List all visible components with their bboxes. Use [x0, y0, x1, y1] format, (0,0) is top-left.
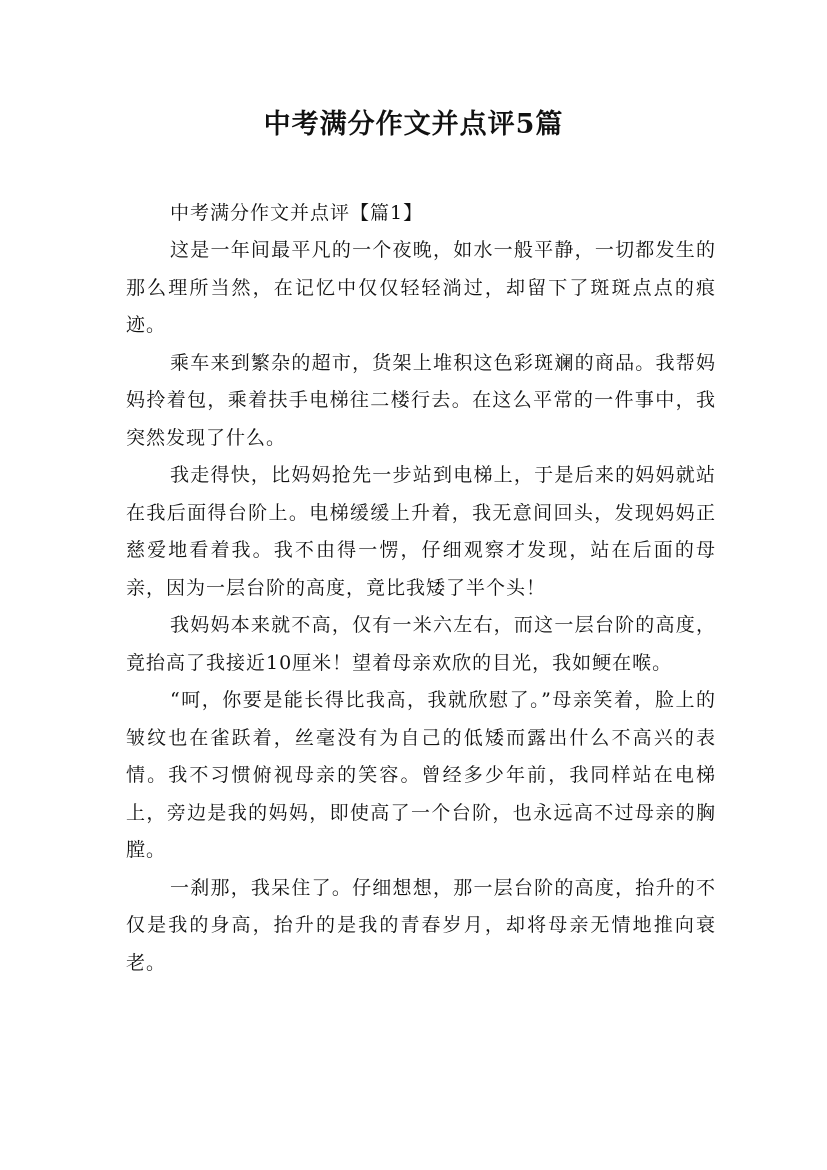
paragraph-2: 乘车来到繁杂的超市，货架上堆积这色彩斑斓的商品。我帮妈妈拎着包，乘着扶手电梯往二楼行去。在这么平常的一件事中，我突然发现了什么。 — [126, 351, 716, 449]
paragraph-3: 我走得快，比妈妈抢先一步站到电梯上，于是后来的妈妈就站在我后面得台阶上。电梯缓缓上升着，我无意间回头，发现妈妈正慈爱地看着我。我不由得一愣，仔细观察才发现，站在后面的母亲，因为一层台阶的高度，竟比我矮了半个头！ — [126, 464, 716, 599]
paragraph-5: “呵，你要是能长得比我高，我就欣慰了。”母亲笑着，脸上的皱纹也在雀跃着，丝毫没有为自己的低矮而露出什么不高兴的表情。我不习惯俯视母亲的笑容。曾经多少年前，我同样站在电梯上，旁边是我的妈妈，即使高了一个台阶，也永远高不过母亲的胸膛。 — [126, 689, 716, 861]
paragraph-6: 一刹那，我呆住了。仔细想想，那一层台阶的高度，抬升的不仅是我的身高，抬升的是我的青春岁月，却将母亲无情地推向衰老。 — [126, 876, 716, 974]
document-body — [126, 195, 716, 982]
document-title: 中考满分作文并点评5篇 — [263, 109, 564, 140]
paragraph-4: 我妈妈本来就不高，仅有一米六左右，而这一层台阶的高度，竟抬高了我接近10厘米！望着母亲欢欣的目光，我如鲠在喉。 — [126, 614, 716, 674]
paragraph-1: 这是一年间最平凡的一个夜晚，如水一般平静，一切都发生的那么理所当然，在记忆中仅仅轻轻淌过，却留下了斑斑点点的痕迹。 — [126, 239, 716, 336]
section-heading: 中考满分作文并点评【篇1】 — [170, 202, 424, 224]
